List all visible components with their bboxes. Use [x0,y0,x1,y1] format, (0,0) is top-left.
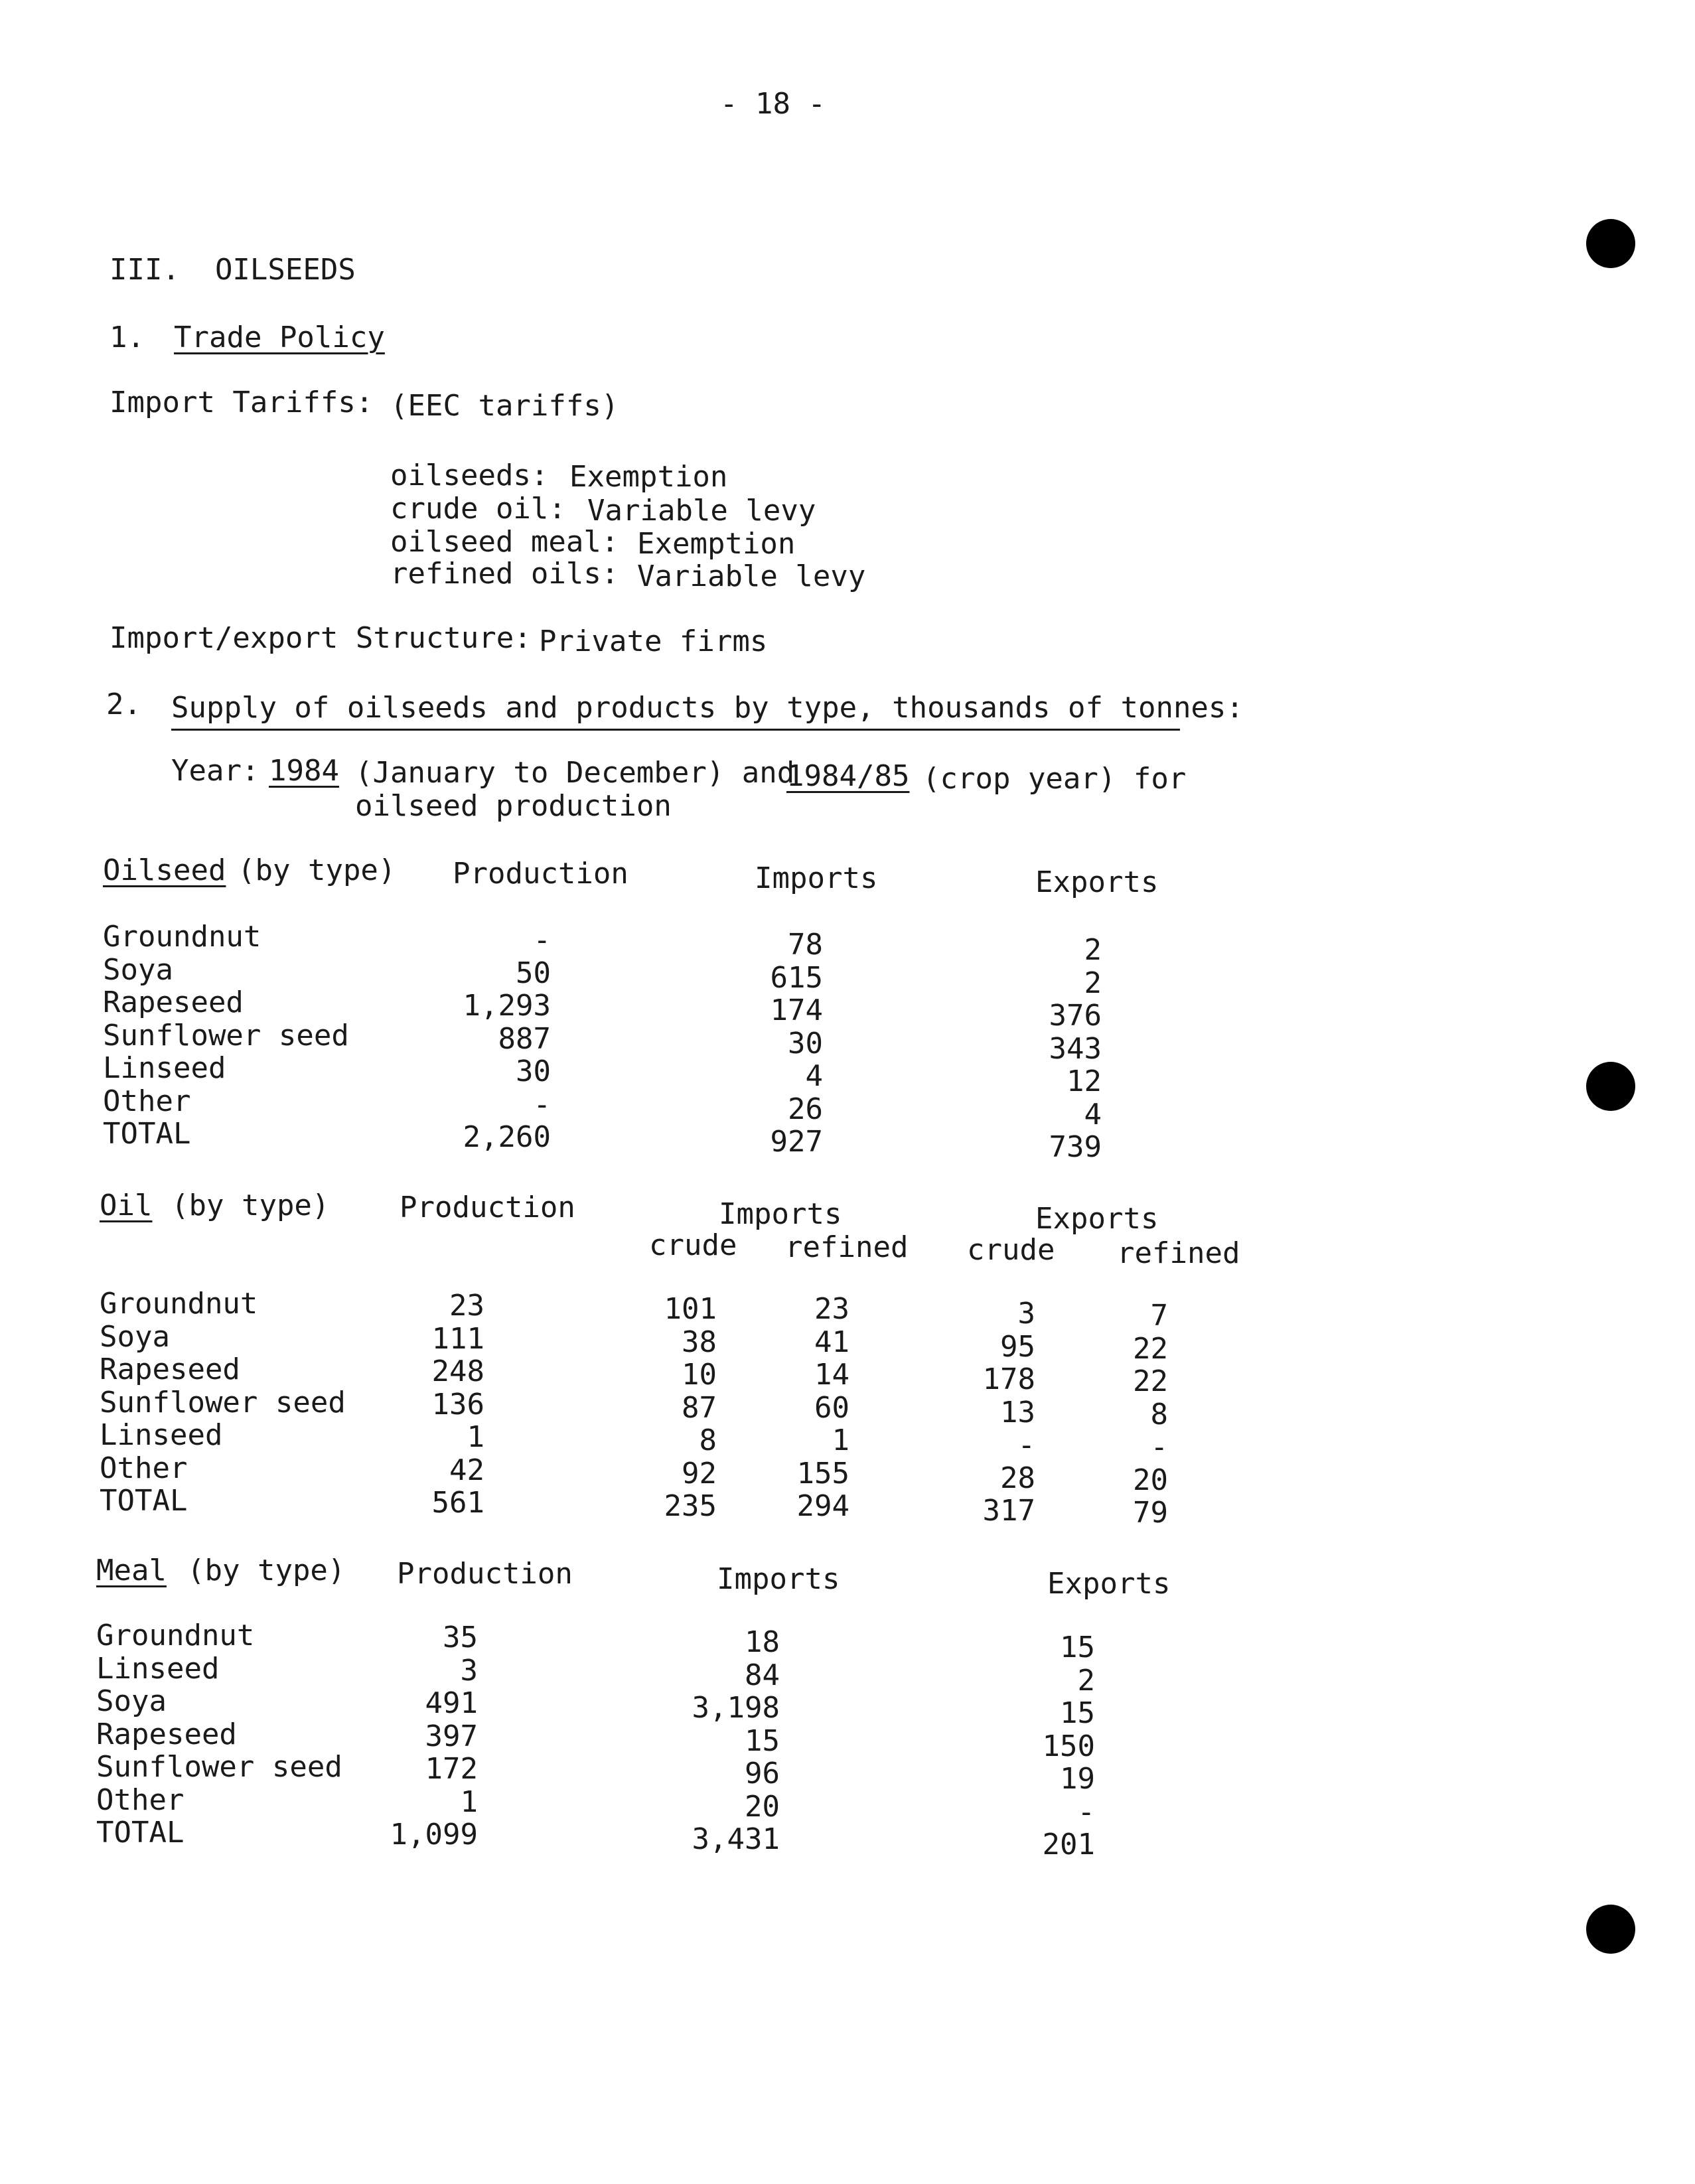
year-value: 1984 [269,754,339,788]
cell-exports: - [1077,1794,1095,1829]
structure-label: Import/export Structure: [110,621,532,655]
cell-production: 248 [431,1354,484,1388]
cell-production: 1,293 [463,989,551,1023]
cell-exports: 201 [1042,1828,1095,1861]
import-tariffs-value: (EEC tariffs) [390,389,619,423]
oil-col-production: Production [400,1191,575,1224]
cell-imports: 20 [745,1789,780,1824]
cell-exp-refined: 8 [1150,1397,1168,1431]
cell-imports: 615 [770,960,823,995]
cell-imp-refined: 294 [796,1489,849,1523]
cell-production: 397 [425,1719,478,1753]
cell-imp-refined: 14 [814,1358,849,1392]
table-row [0,1018,1695,1066]
cell-imports: 3,431 [692,1822,780,1856]
table-row [0,985,1695,1033]
table-row [0,1084,1695,1131]
cell-production: 30 [516,1055,551,1088]
row-type: Groundnut [103,920,261,954]
cell-production: 136 [431,1387,484,1421]
oil-sub-exports-crude: crude [967,1233,1055,1267]
punch-hole-top [1586,219,1635,268]
cell-production: 1,099 [390,1818,478,1852]
table-row [0,1783,1695,1829]
table-row [0,1451,1695,1497]
cell-exp-refined: 79 [1133,1496,1168,1530]
row-type: Soya [100,1319,170,1354]
oil-col-imports: Imports [719,1197,842,1231]
row-type: TOTAL [100,1484,188,1518]
cell-imp-crude: 10 [682,1358,717,1392]
oilseed-col-production: Production [453,857,628,891]
tariff-crude-oil-label: crude oil: [390,492,566,526]
trade-policy-number: 1. [110,321,145,354]
year-mid: (January to December) and [355,756,795,790]
row-type: Groundnut [100,1287,258,1321]
cell-production: 1 [460,1784,478,1819]
cell-exports: 15 [1060,1631,1095,1664]
section-title: III. OILSEEDS [110,253,356,287]
cell-imports: 174 [770,993,823,1027]
table-row [0,1651,1695,1698]
cell-imports: 30 [788,1026,823,1060]
oilseed-col-imports: Imports [755,861,878,895]
punch-hole-bottom [1586,1905,1635,1954]
tariff-crude-oil-value: Variable levy [587,494,816,528]
cell-production: 35 [443,1621,478,1654]
cell-exp-crude: 178 [982,1362,1035,1396]
cell-production: 561 [431,1486,484,1520]
cell-production: 50 [516,956,551,990]
cell-production: 23 [449,1289,484,1323]
meal-col-imports: Imports [717,1562,840,1596]
cell-exports: 2 [1077,1663,1095,1698]
table-row [0,1484,1695,1530]
cell-imp-crude: 38 [682,1325,717,1359]
row-type: TOTAL [96,1816,184,1850]
row-type: Linseed [96,1651,220,1686]
cell-production: 3 [460,1653,478,1688]
row-type: Rapeseed [96,1717,237,1751]
row-type: Linseed [103,1051,226,1085]
cell-production: 172 [425,1752,478,1786]
year-tail: (crop year) for [922,762,1187,796]
row-type: Sunflower seed [100,1385,346,1420]
oil-col-exports: Exports [1035,1202,1159,1236]
table-row [0,952,1695,1000]
meal-col-exports: Exports [1047,1567,1171,1601]
oilseed-title: Oilseed [103,853,226,887]
table-row [0,1750,1695,1796]
cell-exp-refined: 20 [1133,1463,1168,1497]
cell-exports: 376 [1049,999,1102,1033]
import-tariffs-label: Import Tariffs: [110,386,374,419]
table-row [0,1385,1695,1431]
oil-sub-exports-refined: refined [1117,1236,1240,1270]
cell-imports: 927 [770,1125,823,1159]
cell-production: - [533,923,551,957]
cell-exports: 12 [1067,1064,1102,1098]
meal-col-production: Production [397,1557,573,1591]
table-row [0,1117,1695,1164]
cell-exports: 343 [1049,1031,1102,1066]
row-type: Rapeseed [103,985,244,1019]
cell-imp-crude: 8 [699,1423,717,1457]
table-row [0,1287,1695,1333]
row-type: TOTAL [103,1117,191,1151]
table-row [0,1051,1695,1098]
cell-exports: 2 [1084,966,1102,1000]
cell-exp-crude: 317 [982,1494,1035,1528]
tariff-refined-label: refined oils: [390,557,619,591]
cell-exports: 19 [1060,1762,1095,1796]
cell-imp-refined: 1 [832,1423,849,1457]
tariff-oilseeds-label: oilseeds: [390,459,549,492]
cell-exp-crude: 95 [1000,1329,1035,1364]
cell-exports: 150 [1042,1729,1095,1763]
supply-heading: Supply of oilseeds and products by type, thousands of tonnes: [171,691,1244,725]
table-row [0,1684,1695,1730]
structure-value: Private firms [539,624,768,658]
cell-exports: 4 [1084,1097,1102,1131]
cell-exp-crude: 3 [1017,1297,1035,1331]
row-type: Rapeseed [100,1352,240,1386]
cell-exp-refined: - [1150,1430,1168,1464]
cell-exp-refined: 7 [1150,1299,1168,1333]
cell-production: 887 [498,1021,551,1056]
tariff-meal-label: oilseed meal: [390,525,619,559]
cell-imp-crude: 235 [664,1489,717,1523]
cell-imports: 84 [745,1658,780,1692]
cell-imports: 3,198 [692,1691,780,1725]
cell-imp-crude: 87 [682,1390,717,1425]
cell-exp-crude: 28 [1000,1461,1035,1495]
cell-exports: 2 [1084,933,1102,967]
oil-title-suffix: (by type) [171,1189,330,1222]
cell-exports: 15 [1060,1696,1095,1730]
cell-exports: 739 [1049,1130,1102,1164]
row-type: Soya [96,1684,167,1718]
cell-production: 2,260 [463,1120,551,1154]
cell-production: - [533,1087,551,1122]
trade-policy-heading: Trade Policy [174,321,385,354]
row-type: Groundnut [96,1619,255,1652]
oil-sub-imports-crude: crude [649,1228,737,1262]
cell-production: 1 [467,1420,484,1454]
cell-production: 111 [431,1321,484,1356]
table-row [0,1717,1695,1763]
cell-imp-crude: 92 [682,1456,717,1491]
table-row [0,1619,1695,1664]
oil-sub-imports-refined: refined [785,1230,909,1264]
page-number: - 18 - [720,87,826,121]
cell-imports: 4 [805,1059,823,1093]
oil-title: Oil [100,1189,153,1222]
row-type: Other [96,1783,184,1817]
row-type: Sunflower seed [96,1750,342,1784]
cell-exp-crude: - [1017,1428,1035,1462]
cell-exp-crude: 13 [1000,1395,1035,1429]
cell-imports: 26 [788,1092,823,1126]
supply-heading-underline [171,729,1180,731]
table-row [0,1319,1695,1366]
cell-production: 42 [449,1453,484,1487]
table-row [0,920,1695,967]
year-line2: oilseed production [355,789,672,823]
year-label: Year: [171,754,259,788]
meal-title: Meal [96,1554,167,1587]
row-type: Sunflower seed [103,1018,349,1053]
cell-imports: 18 [745,1625,780,1659]
cell-imp-refined: 23 [814,1292,849,1326]
row-type: Soya [103,952,173,987]
supply-number: 2. [106,688,141,721]
cell-imp-refined: 60 [814,1390,849,1425]
cell-imports: 15 [745,1723,780,1758]
cell-production: 491 [425,1686,478,1720]
oilseed-title-suffix: (by type) [238,853,396,887]
cell-imp-crude: 101 [664,1292,717,1326]
cell-exp-refined: 22 [1133,1331,1168,1366]
crop-year-value: 1984/85 [786,759,910,793]
row-type: Other [103,1084,191,1118]
tariff-meal-value: Exemption [637,527,796,561]
table-row [0,1418,1695,1464]
row-type: Other [100,1451,188,1485]
table-row [0,1352,1695,1398]
table-row [0,1816,1695,1861]
cell-imp-refined: 155 [796,1456,849,1491]
cell-imp-refined: 41 [814,1325,849,1359]
oilseed-col-exports: Exports [1035,865,1159,899]
cell-exp-refined: 22 [1133,1364,1168,1398]
cell-imports: 78 [788,928,823,962]
tariff-refined-value: Variable levy [637,559,866,593]
row-type: Linseed [100,1418,223,1452]
meal-title-suffix: (by type) [187,1554,346,1587]
tariff-oilseeds-value: Exemption [569,460,728,494]
cell-imports: 96 [745,1757,780,1790]
